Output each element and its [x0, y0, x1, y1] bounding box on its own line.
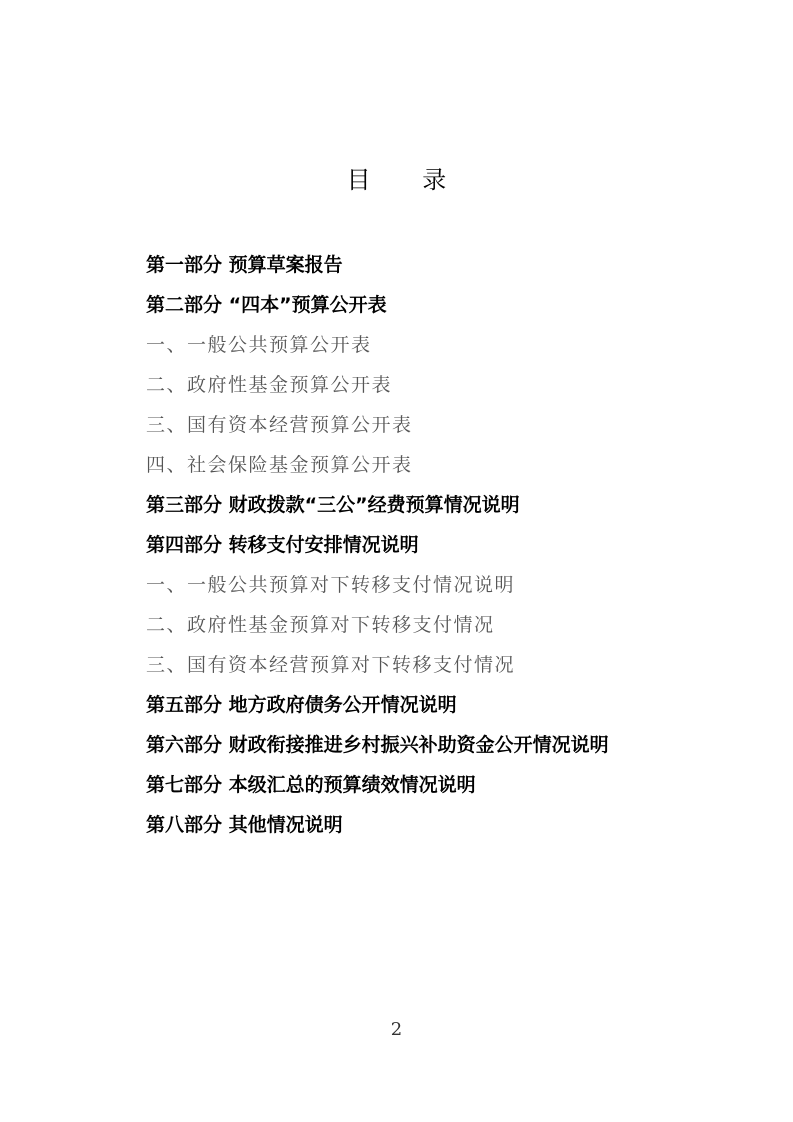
table-of-contents [146, 245, 746, 845]
toc-part-5: 第五部分 地方政府债务公开情况说明 [146, 694, 457, 716]
toc-part-2-sub-4: 四、社会保险基金预算公开表 [146, 454, 413, 476]
toc-part-4-sub-2: 二、政府性基金预算对下转移支付情况 [146, 614, 495, 636]
toc-part-3: 第三部分 财政拨款“三公”经费预算情况说明 [146, 494, 520, 516]
toc-part-2-sub-3: 三、国有资本经营预算公开表 [146, 414, 413, 436]
toc-part-8: 第八部分 其他情况说明 [146, 814, 343, 836]
toc-part-4: 第四部分 转移支付安排情况说明 [146, 534, 419, 556]
toc-part-6: 第六部分 财政衔接推进乡村振兴补助资金公开情况说明 [146, 734, 609, 756]
toc-part-1: 第一部分 预算草案报告 [146, 254, 343, 276]
toc-part-2-sub-1: 一、一般公共预算公开表 [146, 334, 372, 356]
toc-part-2-sub-2: 二、政府性基金预算公开表 [146, 374, 393, 396]
toc-part-4-sub-3: 三、国有资本经营预算对下转移支付情况 [146, 654, 516, 676]
toc-part-2: 第二部分 “四本”预算公开表 [146, 294, 387, 316]
page-number: 2 [390, 1019, 403, 1040]
page-title: 目 录 [346, 166, 469, 194]
toc-part-4-sub-1: 一、一般公共预算对下转移支付情况说明 [146, 574, 516, 596]
toc-part-7: 第七部分 本级汇总的预算绩效情况说明 [146, 774, 476, 796]
